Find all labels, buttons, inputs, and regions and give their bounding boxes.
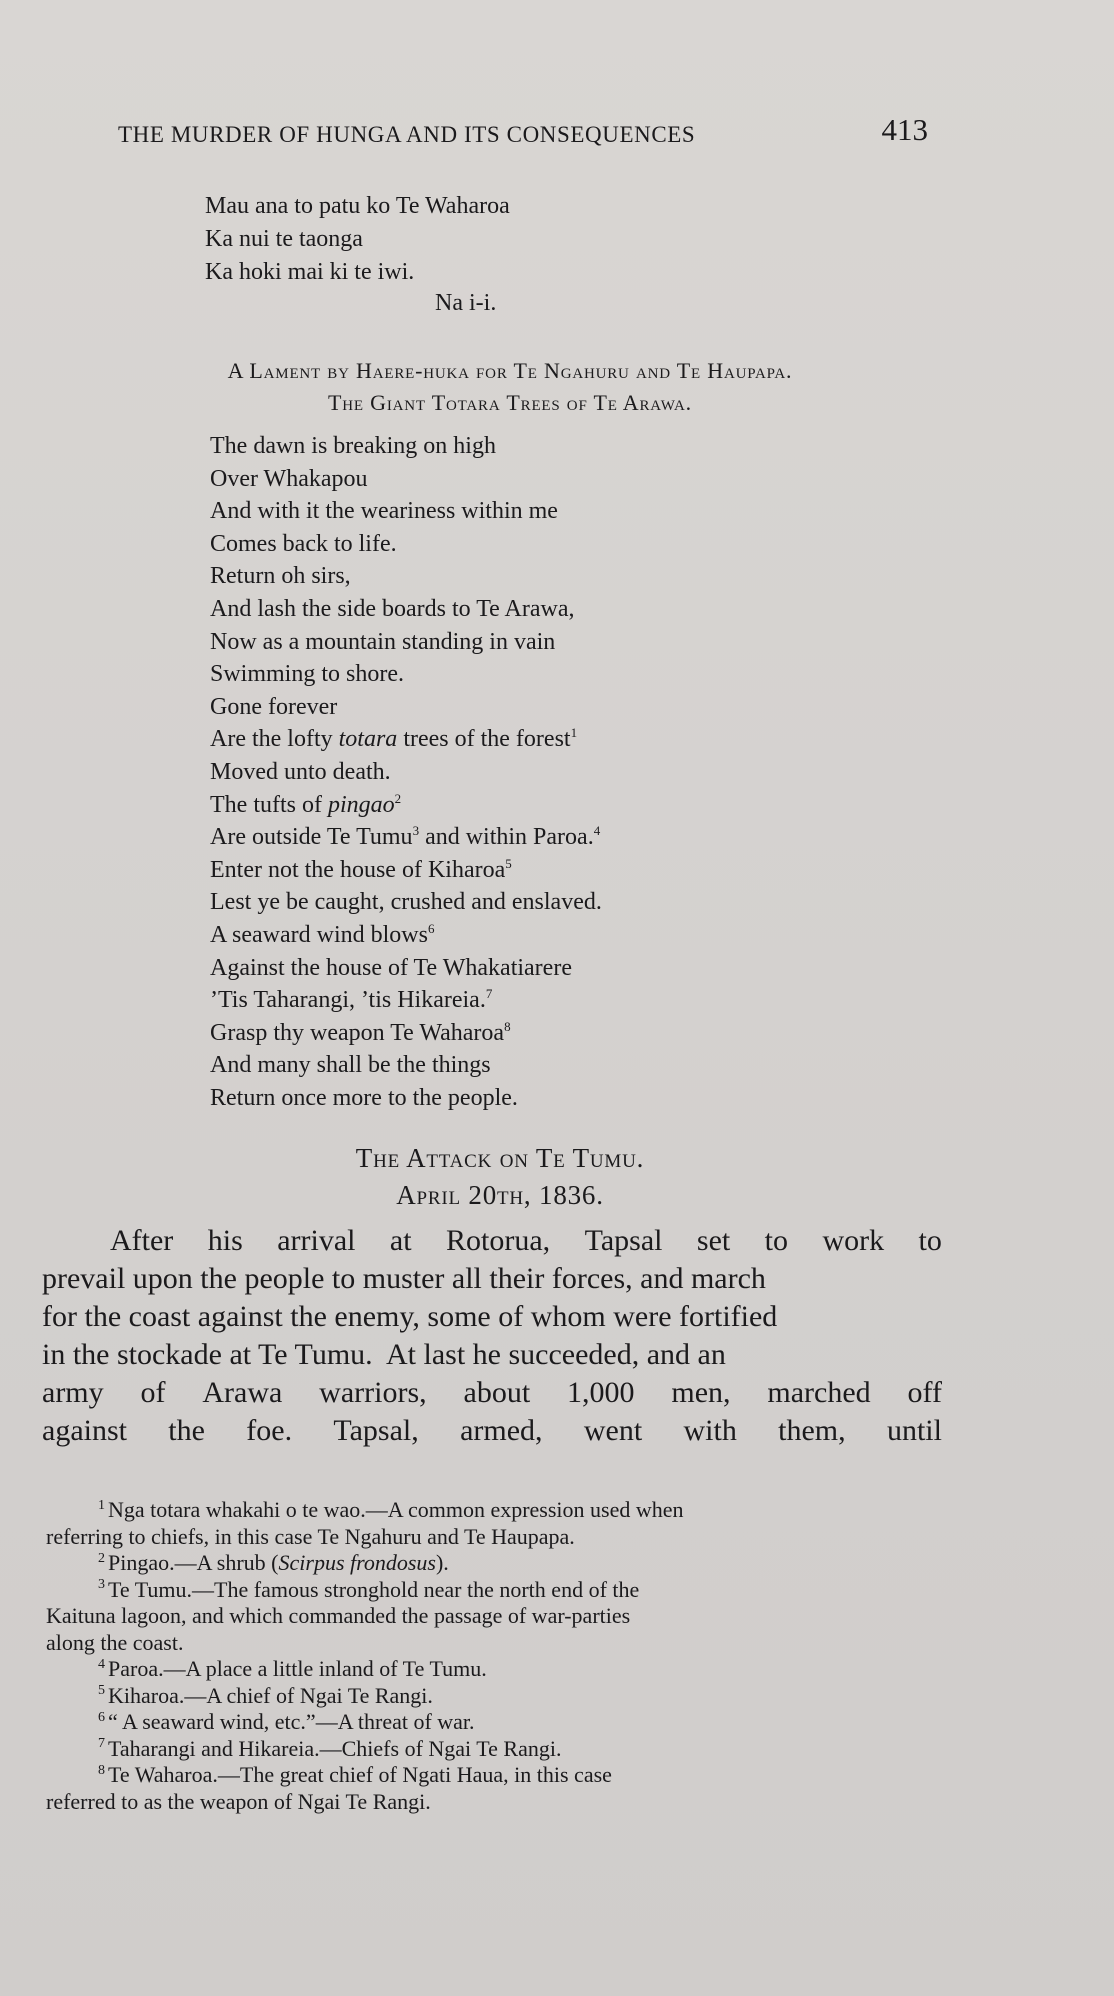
word: Tapsal, [333,1414,419,1447]
footnote-number: 3 [98,1577,105,1593]
section-heading [60,1140,940,1214]
paragraph-line [42,1260,942,1298]
poem-line [210,1017,602,1050]
poem-line [210,854,602,887]
footnote-ref: 3 [412,823,420,839]
word: After [110,1224,174,1257]
poem-line: Return oh sirs, [210,563,351,590]
poem-line: And many shall be the things [210,1052,491,1079]
poem-line: Lest ye be caught, crushed and enslaved. [210,889,602,916]
footnote-number: 6 [98,1709,105,1725]
paragraph-line [42,1298,942,1336]
footnote-number: 1 [98,1497,105,1513]
footnote-text: ). [435,1550,449,1575]
footnote-text: Paroa.—A place a little inland of Te Tumu. [108,1656,487,1681]
poem-line [210,821,602,854]
line-text: in the stockade at Te Tumu. At last he succeeded, and an [42,1338,726,1371]
footnote-5 [46,1683,946,1710]
word: work [822,1224,885,1257]
poem-text: Are outside Te Tumu [210,824,413,851]
footnote-1-cont: referring to chiefs, in this case Te Ngahuru and Te Haupapa. [46,1523,575,1549]
page-header [118,112,928,152]
poem-text: and within Paroa. [425,824,594,851]
footnote-1 [46,1497,946,1524]
chant-ending: Na i-i. [435,290,497,316]
poem-text: Enter not the house of Kiharoa [210,856,506,883]
lament-poem [210,430,602,1114]
chant-line: Mau ana to patu ko Te Waharoa [205,193,510,219]
footnote-2 [46,1550,946,1577]
paragraph-line [42,1336,942,1374]
word: army [42,1376,104,1409]
poem-line: Comes back to life. [210,530,397,557]
poem-line: Swimming to shore. [210,661,405,688]
paragraph-line [42,1374,942,1412]
section-title: The Attack on Te Tumu. [355,1143,645,1173]
word: against [42,1414,127,1447]
footnote-ref: 6 [427,920,435,936]
word: them, [778,1414,846,1447]
page-number: 413 [881,112,928,147]
footnote-number: 8 [98,1762,105,1778]
word: with [683,1414,737,1447]
poem-line: And with it the weariness within me [210,498,558,525]
poem-line: The dawn is breaking on high [210,433,496,459]
word: to [918,1224,942,1257]
footnote-ref: 5 [505,855,512,871]
footnote-ref: 8 [504,1018,511,1034]
footnote-ref: 2 [394,790,402,806]
word: the [168,1414,205,1447]
word: about [463,1376,531,1409]
lament-title-line: A Lament by Haere-huka for Te Ngahuru and Te Haupapa. [227,358,793,383]
footnote-8-cont: referred to as the weapon of Ngai Te Rangi. [46,1788,431,1814]
poem-line: Moved unto death. [210,758,391,785]
footnote-text: Kiharoa.—A chief of Ngai Te Rangi. [108,1682,433,1708]
footnote-text: Te Waharoa.—The great chief of Ngati Haua, in this case [108,1762,612,1787]
footnote-number: 7 [98,1736,105,1752]
footnote-3-cont: Kaituna lagoon, and which commanded the passage of war-parties [46,1603,631,1628]
word: Arawa [202,1376,283,1409]
poem-text: A seaward wind blows [210,921,428,948]
poem-line: Over Whakapou [210,465,368,492]
line-text: prevail upon the people to muster all their forces, and march [42,1262,766,1295]
lament-title [70,355,950,419]
poem-line [210,789,602,822]
word: marched [767,1376,871,1409]
footnotes [46,1497,946,1815]
footnote-number: 2 [98,1550,105,1566]
word: set [696,1224,731,1257]
footnote-ref: 1 [570,725,578,741]
footnote-text: Nga totara whakahi o te wao.—A common expression used when [108,1497,684,1522]
poem-line: Now as a mountain standing in vain [210,628,556,655]
poem-text: Are the lofty [210,726,333,753]
footnote-text: “ A seaward wind, etc.”—A threat of war. [108,1709,475,1734]
chant-line: Ka nui te taonga [205,226,363,252]
footnote-3 [46,1577,946,1604]
poem-italic-word: totara [338,726,398,753]
poem-line: Against the house of Te Whakatiarere [210,954,572,981]
poem-italic-word: pingao [327,791,395,818]
footnote-text: Pingao.—A shrub ( [108,1550,279,1575]
poem-text: trees of the forest [403,726,571,753]
poem-line: Gone forever [210,693,338,720]
line-text: for the coast against the enemy, some of whom were fortified [42,1300,778,1333]
paragraph-line [42,1222,942,1260]
word: to [764,1224,789,1257]
paragraph-line [42,1412,942,1450]
poem-line [210,723,602,756]
poem-text: ’Tis Taharangi, ’tis Hikareia. [210,987,486,1014]
word: men, [671,1376,731,1409]
word: until [886,1414,942,1447]
poem-line [210,984,602,1017]
footnote-italic: Scirpus frondosus [278,1550,436,1575]
word: 1,000 [567,1376,635,1409]
word: armed, [460,1414,543,1447]
footnote-7 [46,1736,946,1763]
footnote-3-cont: along the coast. [46,1629,184,1655]
running-head: THE MURDER OF HUNGA AND ITS CONSEQUENCES [118,122,696,147]
chant-line: Ka hoki mai ki te iwi. [205,259,415,285]
word: at [389,1224,412,1257]
word: warriors, [319,1376,427,1409]
word: of [140,1376,166,1409]
poem-line: Return once more to the people. [210,1084,518,1111]
poem-text: Grasp thy weapon Te Waharoa [210,1019,505,1046]
footnote-number: 4 [98,1656,105,1672]
lament-title-line: The Giant Totara Trees of Te Arawa. [328,390,692,415]
poem-text: The tufts of [210,791,322,818]
footnote-number: 5 [98,1683,105,1699]
word: off [907,1376,942,1409]
section-date: April 20th, 1836. [396,1180,604,1210]
maori-chant [205,190,510,289]
poem-line [210,919,602,952]
footnote-8 [46,1762,946,1789]
footnote-ref: 7 [485,986,493,1002]
word: his [207,1224,243,1257]
footnote-text: Taharangi and Hikareia.—Chiefs of Ngai Te Rangi. [108,1735,562,1761]
footnote-4 [46,1656,946,1683]
footnote-6 [46,1709,946,1736]
footnote-text: Te Tumu.—The famous stronghold near the north end of the [108,1576,640,1602]
footnote-ref: 4 [593,823,601,839]
word: Rotorua, [446,1224,551,1257]
body-paragraph [42,1222,942,1450]
word: went [583,1414,643,1447]
poem-line: And lash the side boards to Te Arawa, [210,595,575,622]
word: arrival [277,1224,356,1257]
word: foe. [246,1414,293,1447]
word: Tapsal [584,1224,663,1257]
